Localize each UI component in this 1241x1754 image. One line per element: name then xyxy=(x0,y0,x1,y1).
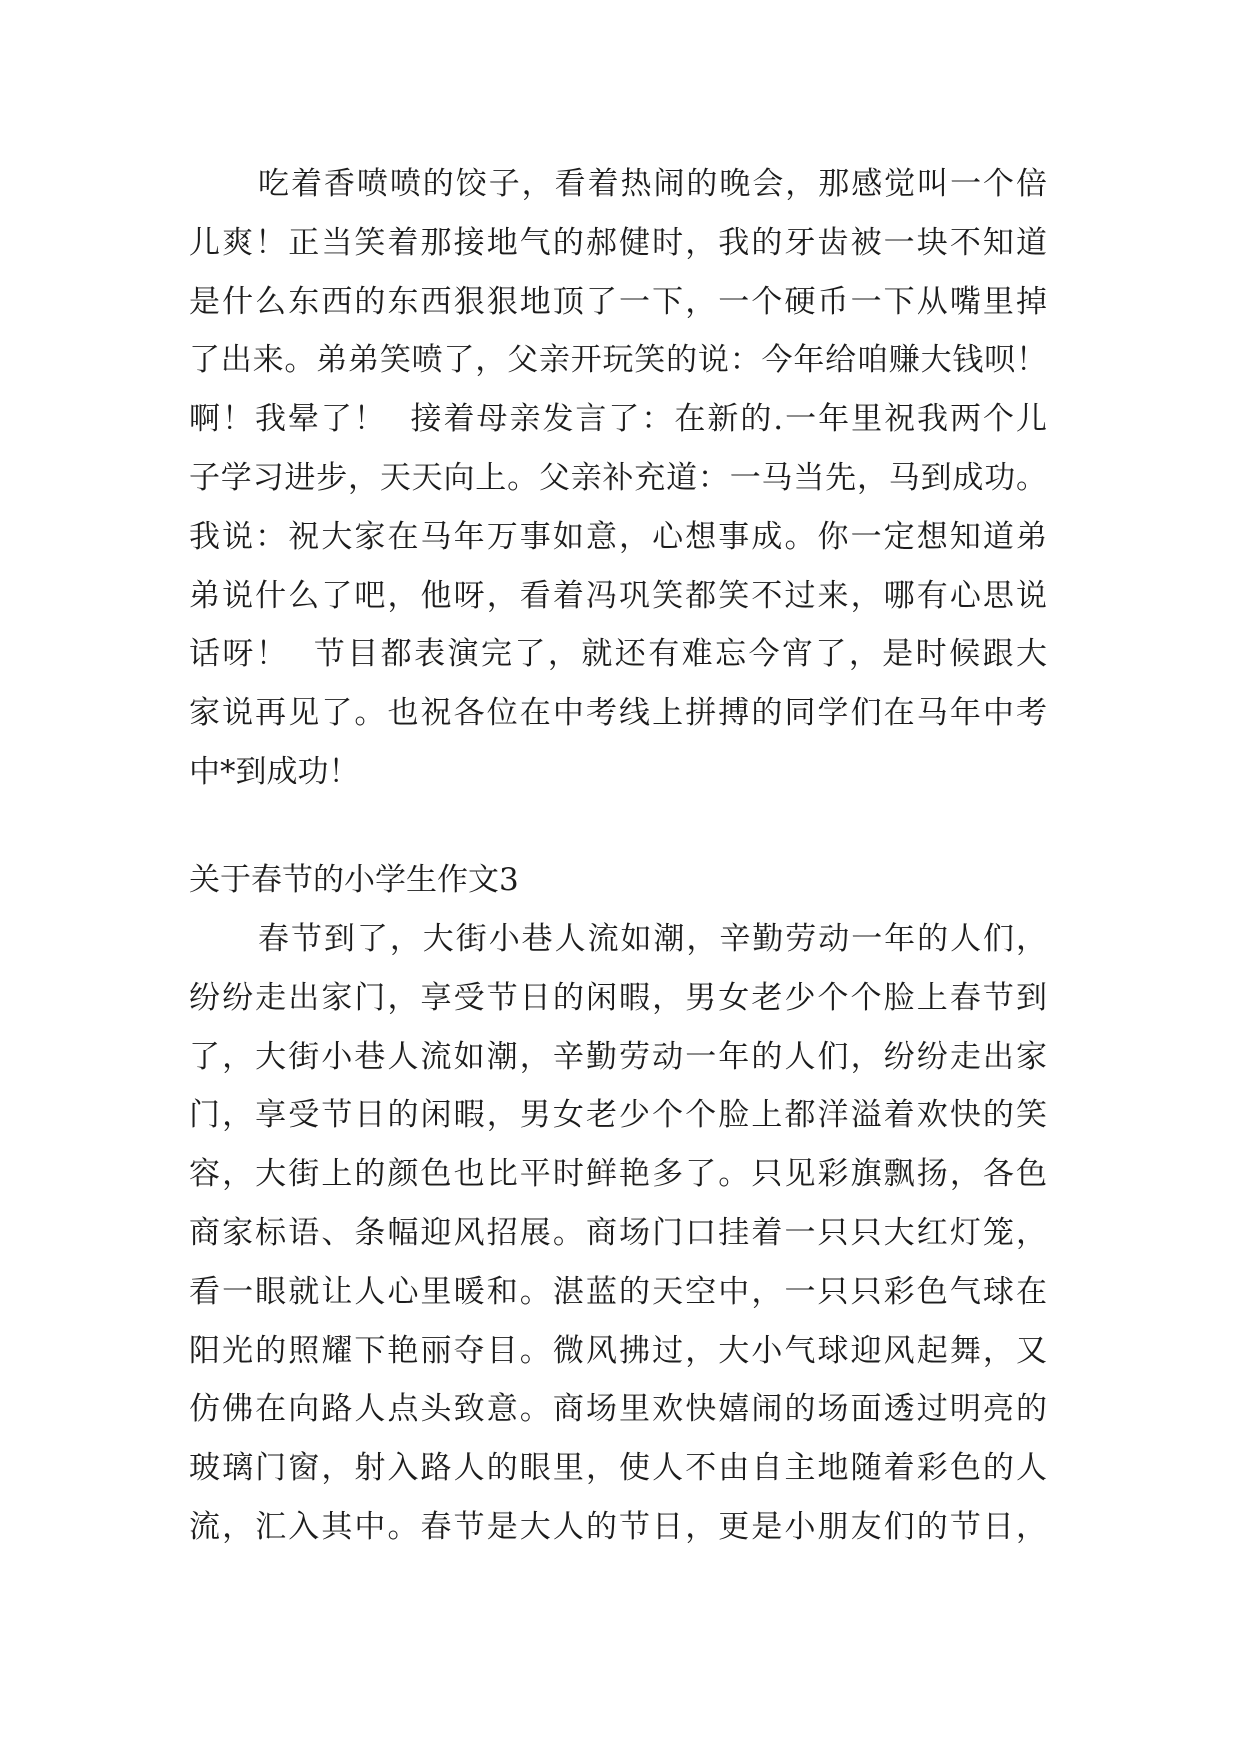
text-line: 玻璃门窗，射入路人的眼里，使人不由自主地随着彩色的人 xyxy=(189,1450,1047,1487)
text-line: 弟说什么了吧，他呀，看着冯巩笑都笑不过来，哪有心思说 xyxy=(189,577,1047,614)
paragraph-1 xyxy=(189,155,1047,802)
text-line: 春节到了，大街小巷人流如潮，辛勤劳动一年的人们， xyxy=(258,921,1047,957)
text-line: 了出来。弟弟笑喷了，父亲开玩笑的说：今年给咱赚大钱呗！ xyxy=(189,342,1047,379)
text-line: 啊！我晕了！ 接着母亲发言了：在新的.一年里祝我两个儿 xyxy=(189,401,1047,438)
heading-text: 关于春节的小学生作文3 xyxy=(189,862,519,898)
text-line: 是什么东西的东西狠狠地顶了一下，一个硬币一下从嘴里掉 xyxy=(189,283,1047,320)
text-line: 门，享受节日的闲暇，男女老少个个脸上都洋溢着欢快的笑 xyxy=(189,1097,1047,1134)
text-line: 了，大街小巷人流如潮，辛勤劳动一年的人们，纷纷走出家 xyxy=(189,1038,1047,1075)
text-line: 话呀！ 节目都表演完了，就还有难忘今宵了，是时候跟大 xyxy=(189,636,1047,673)
text-line: 吃着香喷喷的饺子，看着热闹的晚会，那感觉叫一个倍 xyxy=(258,166,1047,202)
text-line: 阳光的照耀下艳丽夺目。微风拂过，大小气球迎风起舞，又 xyxy=(189,1332,1047,1369)
text-line: 看一眼就让人心里暖和。湛蓝的天空中，一只只彩色气球在 xyxy=(189,1273,1047,1310)
paragraph-2 xyxy=(189,910,1047,1557)
text-line: 容，大街上的颜色也比平时鲜艳多了。只见彩旗飘扬，各色 xyxy=(189,1156,1047,1193)
text-line: 流，汇入其中。春节是大人的节日，更是小朋友们的节日， xyxy=(189,1508,1047,1545)
text-line: 儿爽！正当笑着那接地气的郝健时，我的牙齿被一块不知道 xyxy=(189,224,1047,261)
text-line: 商家标语、条幅迎风招展。商场门口挂着一只只大红灯笼， xyxy=(189,1214,1047,1251)
text-line: 纷纷走出家门，享受节日的闲暇，男女老少个个脸上春节到 xyxy=(189,979,1047,1016)
text-line: 子学习进步，天天向上。父亲补充道：一马当先，马到成功。 xyxy=(189,459,1047,496)
section-heading xyxy=(189,851,1047,910)
text-line: 中*到成功！ xyxy=(189,753,360,790)
text-line: 我说：祝大家在马年万事如意，心想事成。你一定想知道弟 xyxy=(189,518,1047,555)
text-line: 仿佛在向路人点头致意。商场里欢快嬉闹的场面透过明亮的 xyxy=(189,1391,1047,1428)
text-line: 家说再见了。也祝各位在中考线上拼搏的同学们在马年中考 xyxy=(189,695,1047,732)
